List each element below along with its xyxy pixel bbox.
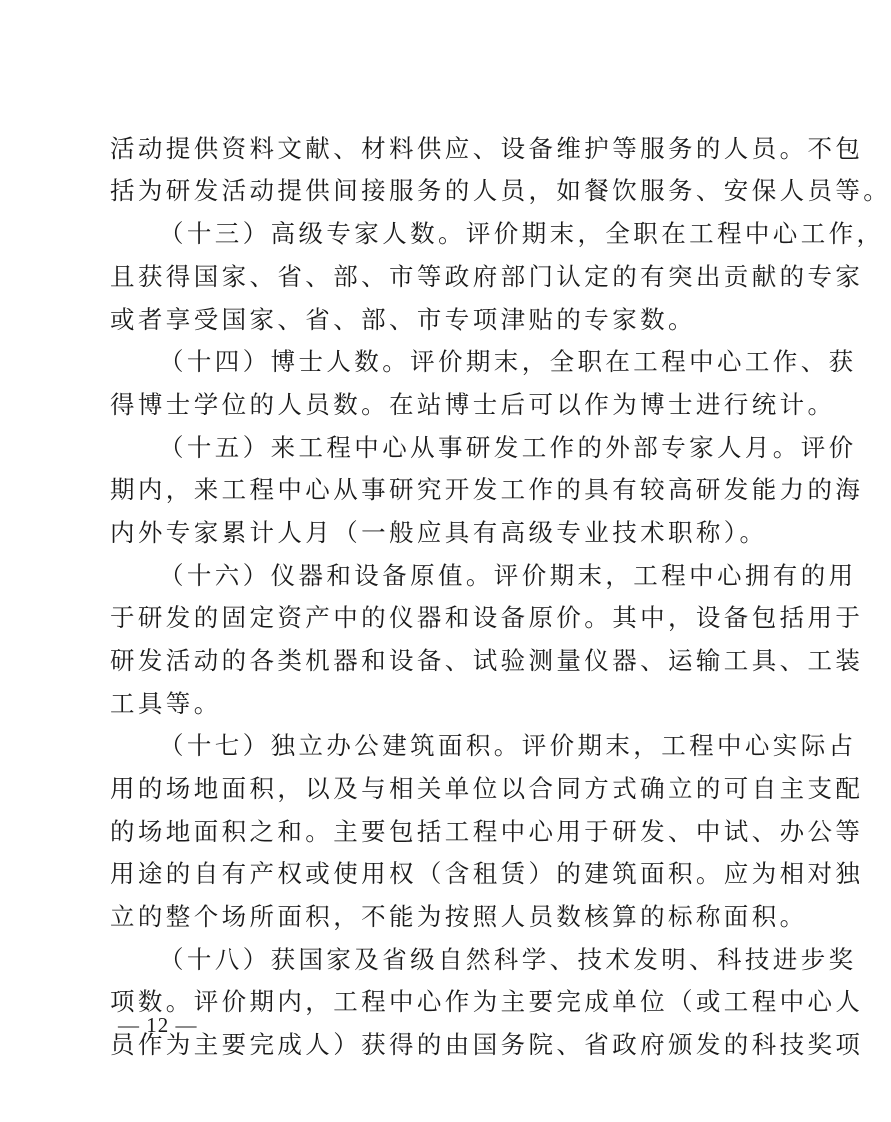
text-line: 且获得国家、省、部、市等政府部门认定的有突出贡献的专家 xyxy=(110,262,864,291)
paragraph-15-start: （十五）来工程中心从事研发工作的外部专家人月。评价 xyxy=(159,433,857,462)
paragraph-14-start: （十四）博士人数。评价期末，全职在工程中心工作、获 xyxy=(159,347,857,376)
text-line: 期内，来工程中心从事研究开发工作的具有较高研发能力的海 xyxy=(110,475,864,504)
text-line: 的场地面积之和。主要包括工程中心用于研发、中试、办公等 xyxy=(110,817,864,846)
text-line: 立的整个场所面积，不能为按照人员数核算的标称面积。 xyxy=(110,902,808,931)
text-line: 于研发的固定资产中的仪器和设备原价。其中，设备包括用于 xyxy=(110,603,864,632)
paragraph-18-start: （十八）获国家及省级自然科学、技术发明、科技进步奖 xyxy=(159,945,857,974)
text-line: 活动提供资料文献、材料供应、设备维护等服务的人员。不包 xyxy=(110,134,864,163)
paragraph-13-start: （十三）高级专家人数。评价期末，全职在工程中心工作， xyxy=(159,219,885,248)
text-line: 项数。评价期内，工程中心作为主要完成单位（或工程中心人 xyxy=(110,987,864,1016)
paragraph-17-start: （十七）独立办公建筑面积。评价期末，工程中心实际占 xyxy=(159,731,857,760)
text-line: 用的场地面积，以及与相关单位以合同方式确立的可自主支配 xyxy=(110,774,864,803)
text-line: 员作为主要完成人）获得的由国务院、省政府颁发的科技奖项 xyxy=(110,1030,864,1059)
text-line: 用途的自有产权或使用权（含租赁）的建筑面积。应为相对独 xyxy=(110,859,864,888)
text-line: 括为研发活动提供间接服务的人员，如餐饮服务、安保人员等。 xyxy=(110,176,891,205)
page-number: — 12 — xyxy=(118,1013,198,1037)
text-line: 或者享受国家、省、部、市专项津贴的专家数。 xyxy=(110,305,696,334)
text-line: 得博士学位的人员数。在站博士后可以作为博士进行统计。 xyxy=(110,390,836,419)
text-line: 内外专家累计人月（一般应具有高级专业技术职称）。 xyxy=(110,518,768,547)
text-line: 研发活动的各类机器和设备、试验测量仪器、运输工具、工装 xyxy=(110,646,864,675)
text-line: 工具等。 xyxy=(110,689,222,718)
paragraph-16-start: （十六）仪器和设备原值。评价期末，工程中心拥有的用 xyxy=(159,561,857,590)
